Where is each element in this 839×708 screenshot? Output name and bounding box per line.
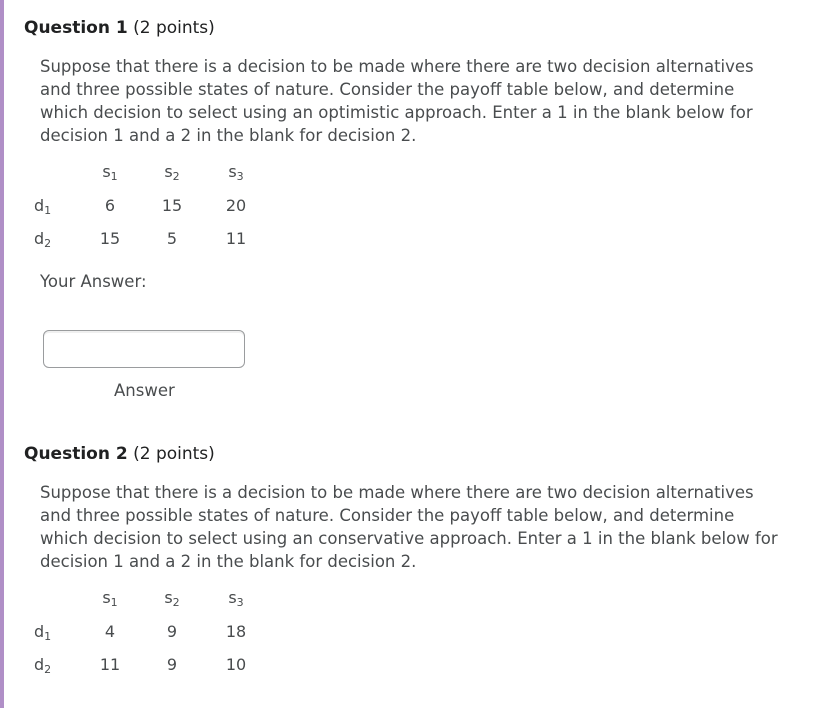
question-2-title: Question 2 <box>24 444 128 464</box>
question-1-text: Suppose that there is a decision to be made where there are two decision alternatives and three possible states of nature. Consider the payoff table below, and determine which decision to select using an optimistic approach. Enter a 1 in the blank below for decision 1 and a 2 in the blank for decision 2. <box>40 57 754 145</box>
row-label-d1: $d_1$ <box>34 622 52 643</box>
question-2 <box>24 442 824 689</box>
table-cell: 10 <box>225 655 247 674</box>
table-cell: 9 <box>166 655 178 674</box>
question-1 <box>24 16 824 400</box>
row-label-d2: $d_2$ <box>34 229 52 250</box>
left-accent-bar <box>0 0 4 708</box>
header-s1: $s_1$ <box>102 162 118 183</box>
table-cell: 6 <box>104 196 116 215</box>
table-cell: 9 <box>166 622 178 641</box>
table-cell: 11 <box>225 229 247 248</box>
question-1-header <box>24 16 824 40</box>
question-1-points: (2 points) <box>133 18 215 38</box>
header-s2: $s_2$ <box>164 162 180 183</box>
table-cell: 15 <box>99 229 121 248</box>
question-2-header <box>24 442 824 466</box>
question-1-payoff-table <box>34 161 280 263</box>
question-2-payoff-table <box>34 587 280 689</box>
row-label-d2: $d_2$ <box>34 655 52 676</box>
table-cell: 20 <box>225 196 247 215</box>
header-s2: $s_2$ <box>164 588 180 609</box>
table-cell: 4 <box>104 622 116 641</box>
table-cell: 5 <box>166 229 178 248</box>
question-2-text: Suppose that there is a decision to be made where there are two decision alternatives and three possible states of nature. Consider the payoff table below, and determine which decision to select using an conservative approach. Enter a 1 in the blank below for decision 1 and a 2 in the blank for decision 2. <box>40 483 778 571</box>
question-2-points: (2 points) <box>133 444 215 464</box>
table-cell: 15 <box>161 196 183 215</box>
question-1-title: Question 1 <box>24 18 128 38</box>
table-cell: 18 <box>225 622 247 641</box>
your-answer-label: Your Answer: <box>40 272 147 291</box>
answer-caption: Answer <box>114 381 175 400</box>
header-s3: $s_3$ <box>228 588 244 609</box>
answer-input[interactable] <box>43 330 245 368</box>
header-s1: $s_1$ <box>102 588 118 609</box>
table-cell: 11 <box>99 655 121 674</box>
header-s3: $s_3$ <box>228 162 244 183</box>
row-label-d1: $d_1$ <box>34 196 52 217</box>
